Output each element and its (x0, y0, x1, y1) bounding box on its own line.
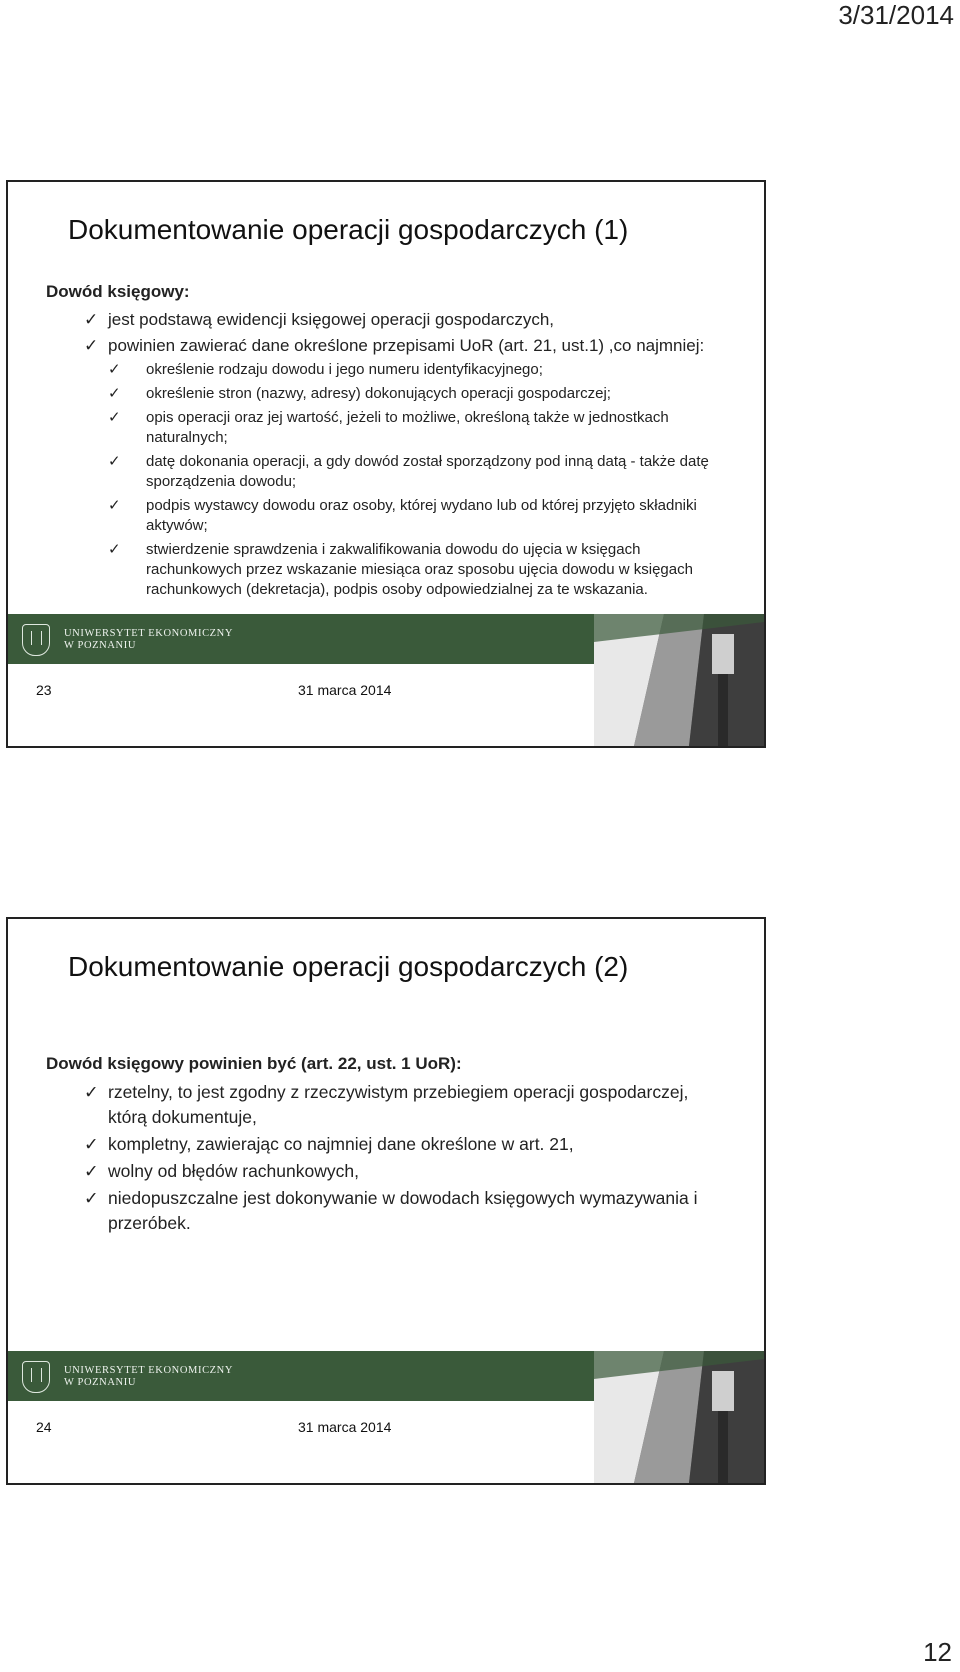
list-item: ✓ datę dokonania operacji, a gdy dowód został sporządzony pod inną datą - także datę sporządzenia dowodu; (108, 453, 709, 490)
slide-body (46, 1054, 724, 1238)
slide-date: 31 marca 2014 (298, 682, 392, 698)
list-item: ✓ niedopuszczalne jest dokonywanie w dowodach księgowych wymazywania i przeróbek. (84, 1188, 698, 1233)
checkmark-icon: ✓ (84, 336, 99, 355)
checkmark-icon: ✓ (84, 1161, 99, 1181)
university-crest-icon (22, 1361, 50, 1393)
slide-body (46, 282, 724, 604)
slide-24 (6, 917, 766, 1485)
list-item: ✓ opis operacji oraz jej wartość, jeżeli to możliwe, określoną także w jednostkach naturalnych; (108, 409, 669, 446)
checkmark-icon: ✓ (84, 1134, 99, 1154)
list-item: ✓ stwierdzenie sprawdzenia i zakwalifikowania dowodu do ujęcia w księgach rachunkowych przez wskazanie miesiąca oraz sposobu ujęcia dowodu w księgach rachunkowych (dekretacja), podpis osoby odpowiedzialnej za te wskazania. (108, 541, 693, 598)
page-header-date: 3/31/2014 (838, 0, 954, 30)
list-item: ✓ jest podstawą ewidencji księgowej operacji gospodarczych, (84, 310, 555, 329)
checkmark-icon: ✓ (84, 1188, 99, 1208)
slide-lead: Dowód księgowy: (46, 282, 190, 301)
slide-number: 24 (36, 1419, 52, 1435)
checkmark-icon: ✓ (84, 1082, 99, 1102)
building-photo (594, 614, 764, 746)
list-item: ✓ wolny od błędów rachunkowych, (46, 1159, 724, 1184)
list-item: ✓ rzetelny, to jest zgodny z rzeczywistym przebiegiem operacji gospodarczej, którą dokumentuje, (84, 1082, 689, 1127)
bullet-list (46, 308, 724, 357)
page-number: 12 (923, 1637, 952, 1667)
checkmark-icon: ✓ (108, 541, 121, 558)
checkmark-icon: ✓ (108, 361, 121, 378)
checkmark-icon: ✓ (84, 310, 99, 329)
slide-lead: Dowód księgowy powinien być (art. 22, ust. 1 UoR): (46, 1054, 462, 1073)
university-crest-icon (22, 624, 50, 656)
slide-date: 31 marca 2014 (298, 1419, 392, 1435)
list-item: ✓ określenie rodzaju dowodu i jego numeru identyfikacyjnego; (108, 361, 543, 378)
checkmark-icon: ✓ (108, 453, 121, 470)
list-item: ✓ określenie stron (nazwy, adresy) dokonujących operacji gospodarczej; (108, 385, 611, 402)
list-item: ✓ kompletny, zawierając co najmniej dane określone w art. 21, (46, 1132, 724, 1157)
checkmark-icon: ✓ (108, 497, 121, 514)
university-name: UNIWERSYTET EKONOMICZNY W POZNANIU (64, 1365, 234, 1388)
slide-title: Dokumentowanie operacji gospodarczych (2) (68, 951, 629, 982)
sub-bullet-list (108, 360, 724, 600)
building-photo (594, 1351, 764, 1483)
checkmark-icon: ✓ (108, 385, 121, 402)
slide-title: Dokumentowanie operacji gospodarczych (1) (68, 214, 629, 245)
slide-number: 23 (36, 682, 52, 698)
university-name: UNIWERSYTET EKONOMICZNY W POZNANIU (64, 628, 234, 651)
list-item: ✓ podpis wystawcy dowodu oraz osoby, której wydano lub od której przyjęto składniki aktywów; (108, 497, 697, 534)
checkmark-icon: ✓ (108, 409, 121, 426)
bullet-list (46, 1080, 724, 1236)
list-item: ✓ powinien zawierać dane określone przepisami UoR (art. 21, ust.1) ,co najmniej: (84, 336, 705, 355)
slide-23 (6, 180, 766, 748)
